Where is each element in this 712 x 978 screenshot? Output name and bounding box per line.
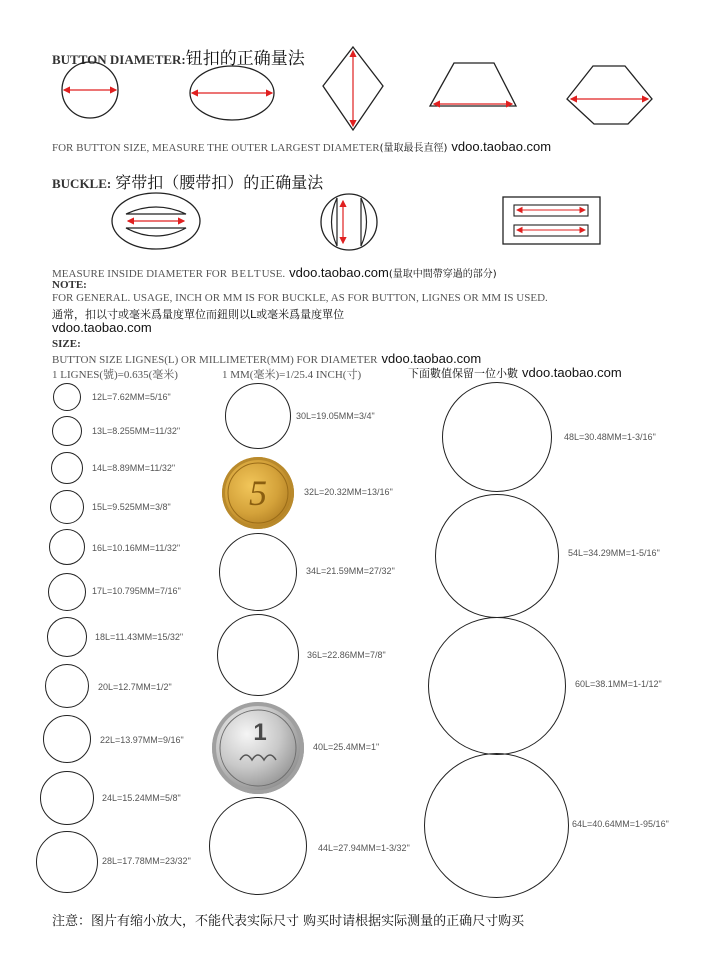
buckle-measure-use: USE. [261, 268, 286, 280]
size-circle-30l [225, 383, 291, 449]
silver-coin-image [212, 702, 304, 794]
size-label-17l: 17L=10.795MM=7/16" [92, 586, 181, 596]
buckle-measure-cn: (量取中間帶穿過的部分) [388, 269, 497, 280]
size-label-34l: 34L=21.59MM=27/32" [306, 566, 395, 576]
oval-buckle-shape [112, 193, 200, 249]
size-circle-48l [442, 382, 552, 492]
size-title: SIZE: [52, 338, 81, 350]
size-circle-13l [52, 416, 82, 446]
size-label-14l: 14L=8.89MM=11/32" [92, 463, 176, 473]
size-circle-28l [36, 831, 98, 893]
size-label-64l: 64L=40.64MM=1-95/16" [572, 819, 669, 829]
gold-coin-image [222, 457, 294, 529]
size-circle-20l [45, 664, 89, 708]
buckle-shapes-diagram [0, 0, 712, 260]
diameter-title-en: BUTTON DIAMETER: [52, 52, 186, 67]
size-label-36l: 36L=22.86MM=7/8" [307, 650, 386, 660]
size-precision-cn: 下面數值保留一位小數 [408, 367, 518, 380]
size-circle-54l [435, 494, 559, 618]
buckle-title-cn: 穿带扣（腰带扣）的正确量法 [115, 173, 324, 192]
size-label-20l: 20L=12.7MM=1/2" [98, 682, 172, 692]
size-label-13l: 13L=8.255MM=11/32" [92, 426, 181, 436]
size-circle-34l [219, 533, 297, 611]
size-circle-16l [49, 529, 85, 565]
round-buckle-shape [321, 194, 377, 250]
size-label-40l: 40L=25.4MM=1" [313, 742, 380, 752]
size-label-44l: 44L=27.94MM=1-3/32" [318, 843, 410, 853]
size-label-15l: 15L=9.525MM=3/8" [92, 502, 171, 512]
rectangular-buckle-shape [503, 197, 600, 244]
note-line1: FOR GENERAL. USAGE, INCH OR MM IS FOR BUCKLE, AS FOR BUTTON, LIGNES OR MM IS USED. [52, 292, 548, 304]
diameter-note-cn: (量取最長直徑) [379, 143, 448, 154]
size-circle-64l [424, 753, 569, 898]
size-label-60l: 60L=38.1MM=1-1/12" [575, 679, 662, 689]
site-link: vdoo.taobao.com [289, 265, 389, 280]
note-line2: 通常，扣以寸或毫米爲量度單位而鈕則以L或毫米爲量度單位 [52, 308, 345, 321]
size-circle-24l [40, 771, 94, 825]
svg-text:1: 1 [253, 719, 267, 746]
site-link: vdoo.taobao.com [451, 139, 552, 154]
size-lignes: 1 LIGNES(號)=0.635(毫米) [52, 369, 178, 381]
footer-notice: 注意：图片有缩小放大，不能代表实际尺寸 购买时请根据实际测量的正确尺寸购买 [52, 914, 525, 929]
size-label-48l: 48L=30.48MM=1-3/16" [564, 432, 656, 442]
svg-text:5: 5 [249, 473, 267, 513]
size-label-22l: 22L=13.97MM=9/16" [100, 735, 184, 745]
size-label-16l: 16L=10.16MM=11/32" [92, 543, 181, 553]
size-circle-18l [47, 617, 87, 657]
diameter-note-en: FOR BUTTON SIZE, MEASURE THE OUTER LARGEST DIAMETER [52, 142, 380, 154]
size-line1-text: BUTTON SIZE LIGNES(L) OR MILLIMETER(MM) FOR DIAMETER [52, 354, 378, 366]
size-precision [408, 364, 622, 382]
size-label-32l: 32L=20.32MM=13/16" [304, 487, 393, 497]
size-circle-12l [53, 383, 81, 411]
site-link: vdoo.taobao.com [52, 320, 152, 335]
note-title: NOTE: [52, 279, 87, 291]
gold-coin-detail [222, 457, 294, 529]
site-link: vdoo.taobao.com [381, 351, 482, 366]
size-label-30l: 30L=19.05MM=3/4" [296, 411, 375, 421]
size-label-24l: 24L=15.24MM=5/8" [102, 793, 181, 803]
buckle-measure-belt: BELT [231, 268, 262, 280]
size-label-12l: 12L=7.62MM=5/16" [92, 392, 171, 402]
diameter-title-cn: 钮扣的正确量法 [185, 49, 305, 69]
size-label-18l: 18L=11.43MM=15/32" [95, 632, 184, 642]
size-label-28l: 28L=17.78MM=23/32" [102, 856, 191, 866]
size-circle-36l [217, 614, 299, 696]
size-circle-44l [209, 797, 307, 895]
silver-coin-detail [212, 702, 304, 794]
size-circle-15l [50, 490, 84, 524]
size-label-54l: 54L=34.29MM=1-5/16" [568, 548, 660, 558]
buckle-measure-en: MEASURE INSIDE DIAMETER FOR [52, 268, 228, 280]
size-circle-17l [48, 573, 86, 611]
size-circle-22l [43, 715, 91, 763]
site-link: vdoo.taobao.com [522, 365, 622, 380]
buckle-measure-line [52, 264, 497, 282]
size-circle-60l [428, 617, 566, 755]
size-mm: 1 MM(毫米)=1/25.4 INCH(寸) [222, 369, 362, 381]
buckle-title-en: BUCKLE: [52, 176, 112, 191]
size-circle-14l [51, 452, 83, 484]
